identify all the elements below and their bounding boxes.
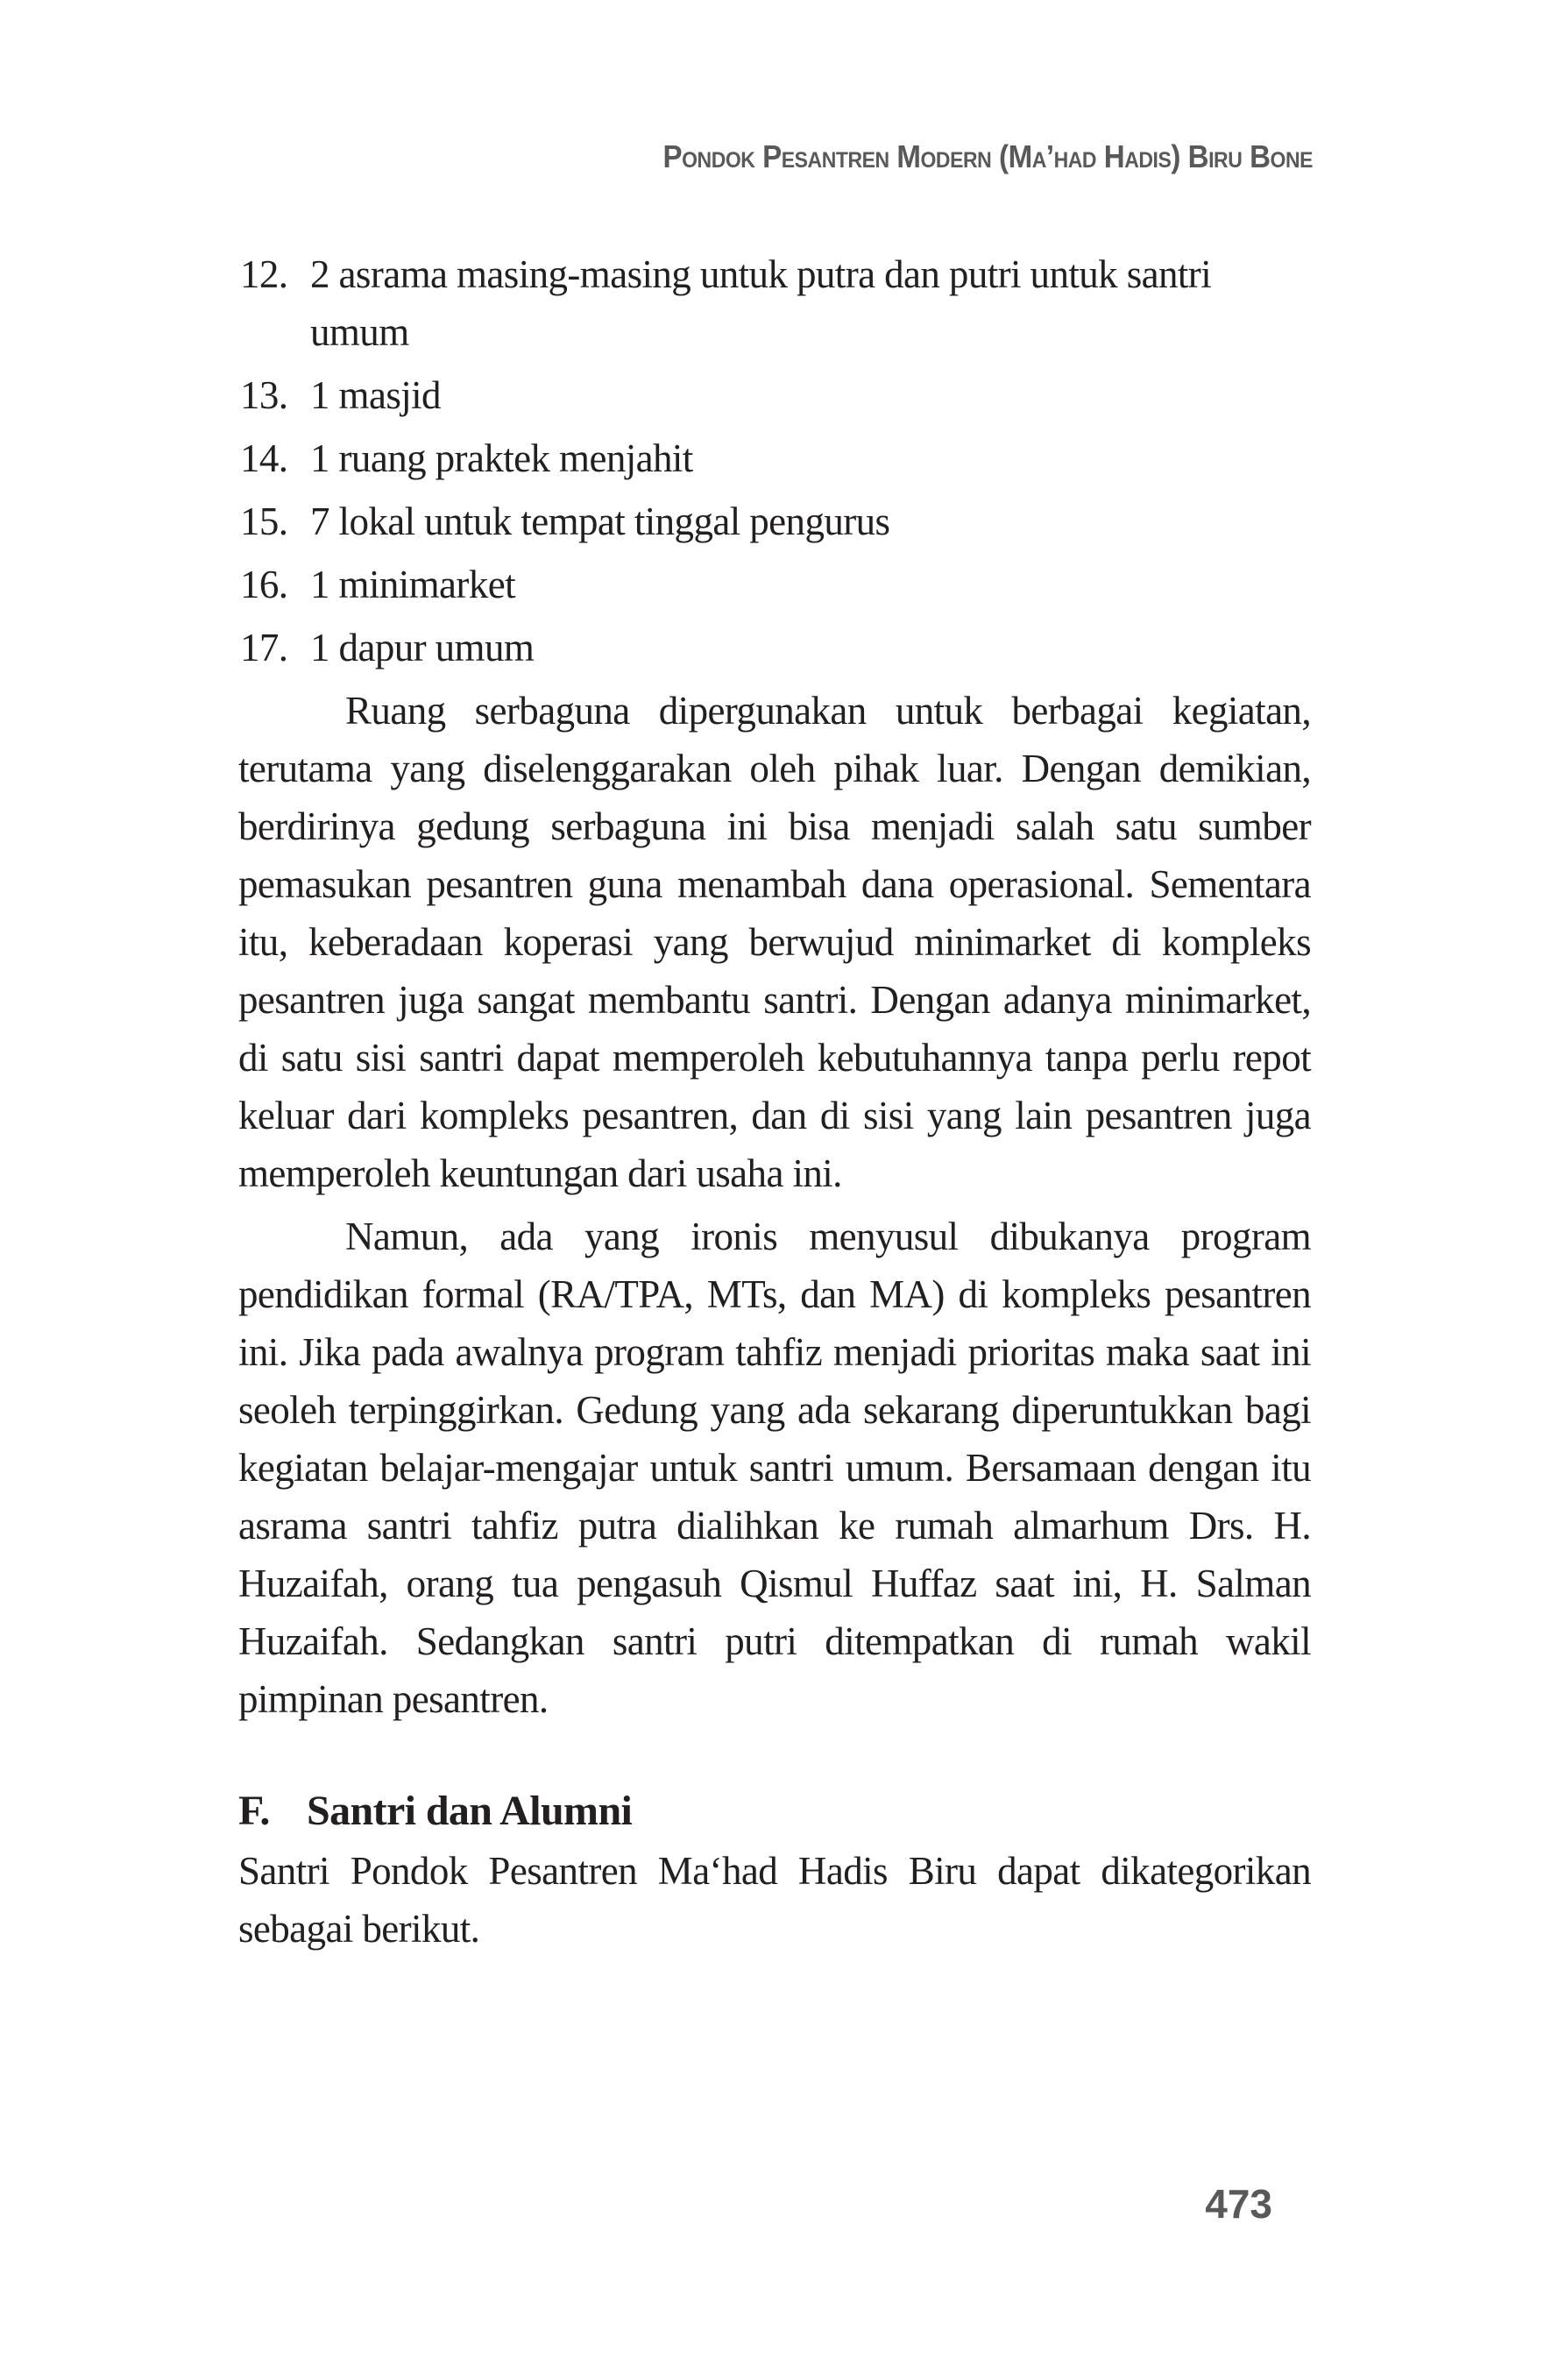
list-text: 7 lokal untuk tempat tinggal pengurus — [310, 499, 890, 543]
list-number: 16. — [240, 563, 288, 606]
list-item — [238, 366, 1311, 424]
list-number: 15. — [240, 499, 288, 543]
list-number: 13. — [240, 373, 288, 417]
list-item — [238, 556, 1311, 613]
list-text: 1 minimarket — [310, 563, 515, 606]
body-paragraph: Namun, ada yang ironis menyusul dibukanya program pendidikan formal (RA/TPA, MTs, dan MA) di kompleks pesantren ini. Jika pada awalnya program tahfiz menjadi prioritas maka saat ini seoleh terpinggirkan. Gedung yang ada sekarang diperuntukkan bagi kegiatan belajar-mengajar untuk santri umum. Bersamaan dengan itu asrama santri tahfiz putra dialihkan ke rumah almarhum Drs. H. Huzaifah, orang tua pengasuh Qismul Huffaz saat ini, H. Salman Huzaifah. Sedangkan santri putri ditempatkan di rumah wakil pimpinan pesantren. — [238, 1215, 1311, 1721]
section-title: Santri dan Alumni — [307, 1788, 633, 1834]
section-intro-paragraph: Santri Pondok Pesantren Ma‘had Hadis Biru dapat dikategorikan sebagai berikut. — [238, 1849, 1311, 1951]
list-number: 12. — [240, 252, 288, 296]
list-text: 1 masjid — [310, 373, 441, 417]
list-item — [238, 245, 1311, 361]
list-item — [238, 619, 1311, 676]
facility-list — [238, 245, 1311, 676]
list-number: 14. — [240, 436, 288, 480]
list-item — [238, 492, 1311, 550]
list-text: 1 ruang praktek menjahit — [310, 436, 693, 480]
list-text: 2 asrama masing-masing untuk putra dan putri untuk santri umum — [310, 252, 1212, 354]
page-number: 473 — [1205, 2181, 1272, 2227]
body-paragraph: Ruang serbaguna dipergunakan untuk berbagai kegiatan, terutama yang diselenggarakan oleh pihak luar. Dengan demikian, berdirinya gedung serbaguna ini bisa menjadi salah satu sumber pemasukan pesantren guna menambah dana operasional. Sementara itu, keberadaan koperasi yang berwujud minimarket di kompleks pesantren juga sangat membantu santri. Dengan adanya minimarket, di satu sisi santri dapat memperoleh kebutuhannya tanpa perlu repot keluar dari kompleks pesantren, dan di sisi yang lain pesantren juga memperoleh keuntungan dari usaha ini. — [238, 689, 1311, 1195]
section-heading — [238, 1781, 1311, 1842]
list-number: 17. — [240, 626, 288, 669]
section-letter: F. — [238, 1788, 270, 1834]
page-content — [238, 245, 1311, 1958]
list-text: 1 dapur umum — [310, 626, 535, 669]
list-item — [238, 429, 1311, 487]
running-header: Pondok Pesantren Modern (Ma’had Hadis) Biru Bone — [662, 138, 1313, 174]
